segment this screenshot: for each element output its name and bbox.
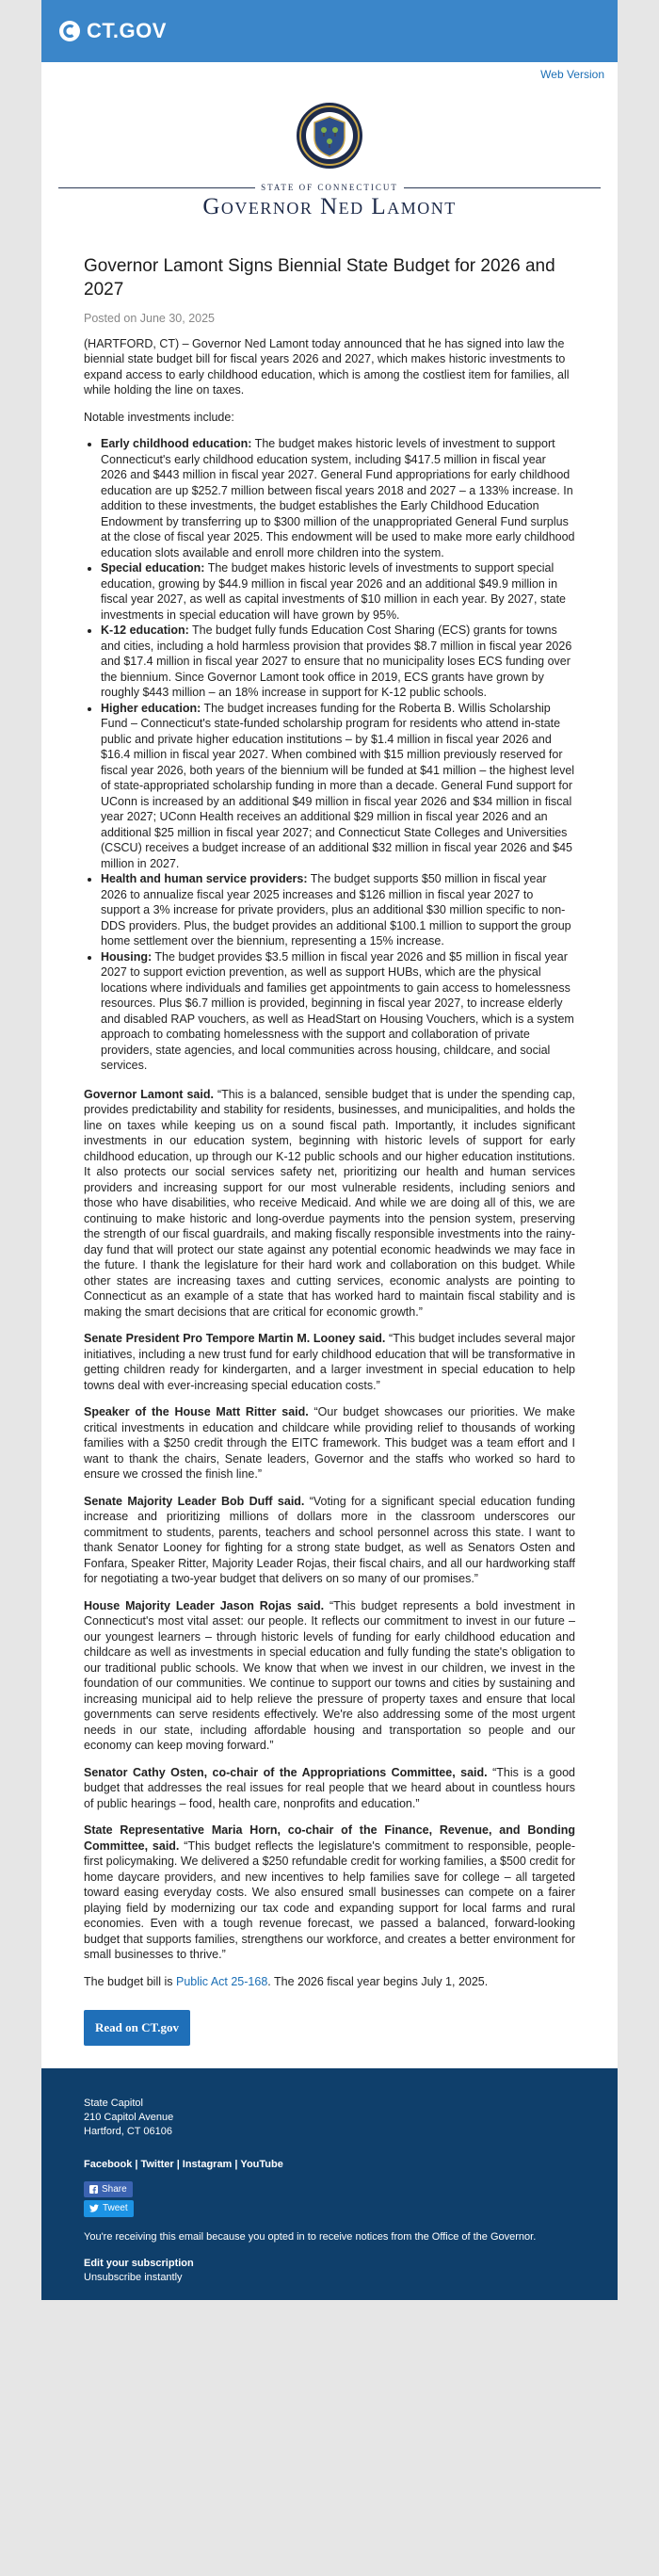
posted-date: Posted on June 30, 2025 bbox=[84, 312, 216, 326]
read-on-ctgov-button[interactable]: Read on CT.gov bbox=[84, 2010, 190, 2046]
closing-paragraph: The budget bill is Public Act 25-168. The 2026 fiscal year begins July 1, 2025. bbox=[84, 1974, 489, 1988]
quote-paragraph: House Majority Leader Jason Rojas said. “This budget represents a bold investment in Connecticut's most vital asset: our people. It reflects our commitment to invest in our future – our youngest learners – through historic levels of funding for early childhood education and childcare as well as investments in special education and fully funding the state's obligation to our traditional public schools. We know that when we invest in our children, we invest in the foundation of our communities. We continue to support our towns and cities by sustaining and increasing municipal aid to help relieve the pressure of property taxes and ensure that local governments can serve residents effectively. We're also addressing some of the most urgent needs in our state, including affordable housing and transportation so people and our economy can keep moving forward.” bbox=[84, 1598, 575, 1753]
notable-heading: Notable investments include: bbox=[84, 410, 234, 424]
quote-paragraph: Governor Lamont said. “This is a balanced, sensible budget that is under the spending cap, provides predictability and stability for residents, businesses, and municipalities, and holds the line on taxes while keeping us on a sound fiscal path. Importantly, it includes significant investments in our education system, beginning with historic levels of support for early childhood education, up through our K-12 public schools and our higher education institutions. It also protects our social services safety net, prioritizing our health and human services providers and increasing support for our most vulnerable residents, including seniors and those who have disabilities, who receive Medicaid. And while we are doing all of this, we are continuing to make historic and long-overdue payments into the pension system, preserving the strength of our fiscal guardrails, and making fiscally responsible investments into the rainy-day fund that will protect our state against any potential economic headwinds we may face in the future. I thank the legislature for their hard work and collaboration on this budget. While other states are increasing taxes and cutting services, economic analysts are pointing to Connecticut as an example of a state that has worked hard to maintain fiscal stability and is making the smart decisions that are critical for economic growth.” bbox=[84, 1087, 575, 1319]
address-line: State Capitol bbox=[84, 2098, 143, 2110]
ct-gov-logo[interactable] bbox=[58, 19, 167, 43]
investments-list bbox=[84, 436, 575, 1074]
twitter-bird-icon bbox=[89, 2204, 99, 2212]
list-item: • Housing: The budget provides $3.5 million in fiscal year 2026 and $5 million in fiscal year 2027 to support eviction prevention, as well as support HUBs, which are the physical locations where individuals and families get appointments to gain access to homelessness resources. Plus $6.7 million is provided, beginning in fiscal year 2027, to increase elderly and disabled RAP vouchers, as well as HeadStart on Housing Vouchers, which is a system approach to combating homelessness with the support and collaboration of private providers, state agencies, and local communities across housing, childcare, and social services. bbox=[101, 949, 575, 1074]
public-act-link[interactable]: Public Act 25-168 bbox=[175, 1974, 268, 1988]
quote-paragraph: Senator Cathy Osten, co-chair of the Appropriations Committee, said. “This is a good budget that addresses the real issues for real people that we heard about in countless hours of public hearings – food, health care, nonprofits and education.” bbox=[84, 1765, 575, 1810]
list-item: • Early childhood education: The budget makes historic levels of investment to support Connecticut's early childhood education system, including $417.5 million in fiscal year 2026 and $443 million in fiscal year 2027. General Fund appropriations for early childhood education are up $252.7 million between fiscal years 2018 and 2027 – a 133% increase. In addition to these investments, the budget establishes the Early Childhood Education Endowment by transferring up to $300 million of the unappropriated General Fund surplus at the close of fiscal year 2025. This endowment will be used to make more early childhood education slots available and enroll more children into the system. bbox=[101, 436, 575, 560]
quote-paragraph: Speaker of the House Matt Ritter said. “Our budget showcases our priorities. We make critical investments in education and childcare while providing relief to thousands of working families with a $250 credit through the EITC framework. This budget was a team effort and I want to thank the chairs, Senate leaders, Governor and the staffs who worked so hard to ensure we crossed the finish line.” bbox=[84, 1405, 575, 1482]
list-item: • Health and human service providers: The budget supports $50 million in fiscal year 2026 to annualize fiscal year 2025 increases and $126 million in fiscal year 2027 to support a 3% increase for private providers, plus an additional $30 million specific to non-DDS providers. Plus, the budget provides an additional $100.1 million to support the group home settlement over the biennium, representing a 15% increase. bbox=[101, 871, 575, 949]
list-item: • K-12 education: The budget fully funds Education Cost Sharing (ECS) grants for towns and cities, including a hold harmless provision that provides $8.7 million in fiscal year 2026 and $17.4 million in fiscal year 2027 to ensure that no municipality loses ECS funding over the biennium. Since Governor Lamont took office in 2019, ECS grants have grown by roughly $443 million – an 18% increase in support for K-12 public schools. bbox=[101, 623, 575, 701]
web-version-row bbox=[41, 68, 618, 81]
list-item: • Special education: The budget makes historic levels of investments to support special education, growing by $44.9 million in fiscal year 2026 and an additional $49.9 million in fiscal year 2027, as well as capital investments of $10 million in each year. By 2027, state investments in special education will have grown by 95%. bbox=[101, 560, 575, 623]
intro-paragraph: (HARTFORD, CT) – Governor Ned Lamont today announced that he has signed into law the biennial state budget bill for fiscal years 2026 and 2027, which makes historic investments to expand access to early childhood education, which is among the costliest item for families, all while holding the line on taxes. bbox=[84, 336, 570, 397]
email-body bbox=[41, 62, 618, 2068]
instagram-link[interactable]: Instagram bbox=[182, 2158, 233, 2170]
twitter-link[interactable]: Twitter bbox=[140, 2158, 174, 2170]
web-version-link[interactable]: Web Version bbox=[540, 68, 604, 81]
quote-paragraph: Senate President Pro Tempore Martin M. Looney said. “This budget includes several major initiatives, including a new trust fund for early childhood education that will be transformative in getting children ready for kindergarten, and a larger investment in special education to help towns deal with ever-increasing special education costs.” bbox=[84, 1332, 575, 1392]
facebook-link[interactable]: Facebook bbox=[84, 2158, 133, 2170]
article bbox=[41, 254, 618, 1989]
quote-paragraph: Senate Majority Leader Bob Duff said. “Voting for a significant special education funding increase and prioritizing millions of dollars more in the classroom underscores our commitment to students, parents, teachers and school personnel across this state. I want to thank Senator Looney for fighting for a strong state budget, as well as Senators Osten and Fonfara, Speaker Ritter, Majority Leader Rojas, their fiscal chairs, and all our hardworking staff for negotiating a two-year budget that delivers on so many of our promises.” bbox=[84, 1494, 575, 1586]
social-links: Facebook | Twitter | Instagram | YouTube bbox=[84, 2158, 283, 2170]
ct-logo-icon bbox=[58, 20, 81, 42]
header-bar bbox=[41, 0, 618, 62]
logo-text: CT.GOV bbox=[87, 19, 167, 42]
quote-paragraph: State Representative Maria Horn, co-chair of the Finance, Revenue, and Bonding Committee, said. “This budget reflects the legislature's commitment to responsible, people-first policymaking. We delivered a $250 refundable credit for working families, a $500 credit for home daycare providers, and new incentives to help families save for college – all targeted toward easing everyday costs. We also ensured small businesses can compete on a fairer playing field by modernizing our tax code and expanding support for local farms and rural economies. Even with a tough revenue forecast, we passed a balanced, forward-looking budget that supports families, strengthens our workforce, and creates a better environment for small businesses to thrive.” bbox=[84, 1823, 576, 1962]
footer-address bbox=[84, 2097, 575, 2139]
email-container bbox=[41, 0, 618, 2300]
article-title: Governor Lamont Signs Biennial State Budget for 2026 and 2027 bbox=[84, 256, 555, 300]
address-line: Hartford, CT 06106 bbox=[84, 2125, 172, 2137]
tweet-button[interactable]: Tweet bbox=[84, 2200, 134, 2217]
facebook-share-button[interactable]: Share bbox=[84, 2181, 133, 2198]
cta-row bbox=[41, 2001, 618, 2046]
unsubscribe-link[interactable]: Unsubscribe instantly bbox=[84, 2272, 183, 2284]
youtube-link[interactable]: YouTube bbox=[240, 2158, 283, 2170]
facebook-icon bbox=[89, 2185, 98, 2194]
footer bbox=[41, 2068, 618, 2300]
share-buttons bbox=[84, 2181, 575, 2217]
edit-subscription-link[interactable]: Edit your subscription bbox=[84, 2258, 194, 2270]
governor-name: Governor Ned Lamont bbox=[202, 194, 457, 219]
state-of-label: STATE OF CONNECTICUT bbox=[261, 183, 398, 192]
subscription-notice: You're receiving this email because you opted in to receive notices from the Office of the Governor. bbox=[84, 2230, 537, 2243]
masthead-rule bbox=[41, 183, 618, 192]
address-line: 210 Capitol Avenue bbox=[84, 2112, 174, 2123]
state-seal-icon bbox=[296, 102, 363, 170]
governor-masthead bbox=[41, 102, 618, 220]
list-item: • Higher education: The budget increases funding for the Roberta B. Willis Scholarship Fund – Connecticut's state-funded scholarship program for residents who attend in-state public and private higher education institutions – by $1.4 million in fiscal year 2026 and $16.4 million in fiscal year 2027. When combined with $15 million previously reserved for fiscal year 2026, both years of the biennium will be funded at $41 million – the highest level of state-appropriated scholarship funding in more than a decade. General Fund support for UConn is increased by an additional $49 million in fiscal year 2026 and $34 million in fiscal year 2027; UConn Health receives an additional $29 million in fiscal year 2026 and an additional $25 million in fiscal year 2027; and Connecticut State Colleges and Universities (CSCU) receives a budget increase of an additional $32 million in fiscal year 2026 and $45 million in 2027. bbox=[101, 701, 575, 872]
